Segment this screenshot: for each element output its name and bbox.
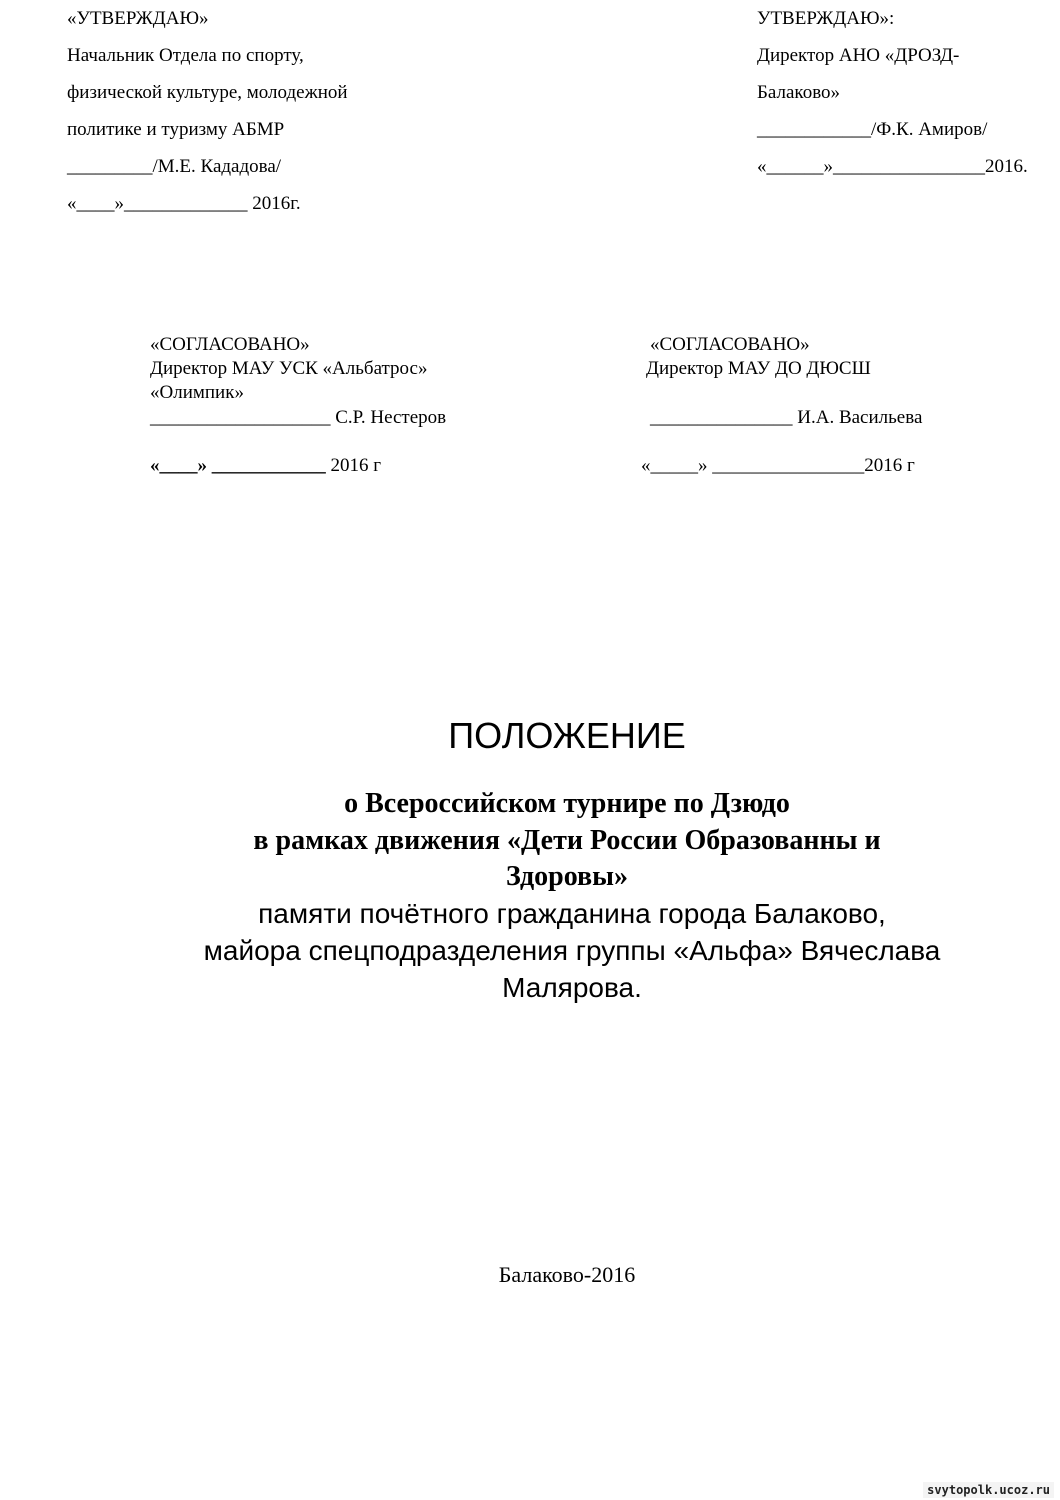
site-watermark: svytopolk.ucoz.ru (923, 1482, 1054, 1498)
approval-left-position-line1: Начальник Отдела по спорту, (67, 45, 304, 66)
document-memorial-line2: майора спецподразделения группы «Альфа» Вячеслава (203, 935, 941, 966)
document-title: ПОЛОЖЕНИЕ (448, 715, 686, 756)
approval-left-heading: «УТВЕРЖДАЮ» (67, 8, 209, 29)
agreement-right-signature: _______________ И.А. Васильева (650, 407, 923, 428)
agreement-left-date-year: 2016 г (325, 455, 382, 476)
document-subject-line3: Здоровы» (505, 861, 629, 892)
approval-left-signature: _________/М.Е. Кададова/ (67, 156, 282, 177)
approval-left-position-line2: физической культуре, молодежной (67, 82, 348, 103)
approval-right-position-line2: Балаково» (757, 82, 841, 103)
agreement-left-position-line2: «Олимпик» (150, 382, 244, 403)
agreement-left-date (150, 455, 381, 477)
agreement-right-date: «_____» ________________2016 г (641, 455, 915, 476)
document-place-year: Балаково-2016 (498, 1262, 636, 1287)
approval-left-position-line3: политике и туризму АБМР (67, 119, 285, 140)
agreement-left-date-blank: ____ (159, 455, 198, 476)
approval-right-date: «______»________________2016. (757, 156, 1028, 177)
approval-right-signature: ____________/Ф.К. Амиров/ (757, 119, 988, 140)
document-memorial-line1: памяти почётного гражданина города Балаково, (258, 898, 886, 929)
agreement-right-position-line1: Директор МАУ ДО ДЮСШ (646, 358, 871, 379)
agreement-left-signature: ___________________ С.Р. Нестеров (150, 407, 447, 428)
agreement-right-heading: «СОГЛАСОВАНО» (650, 334, 810, 355)
approval-right-position-line1: Директор АНО «ДРОЗД- (757, 45, 960, 66)
agreement-left-position-line1: Директор МАУ УСК «Альбатрос» (150, 358, 428, 379)
document-subject-line2: в рамках движения «Дети России Образованны и (253, 825, 881, 856)
approval-left-date: «____»_____________ 2016г. (67, 193, 301, 214)
document-subject-line1: о Всероссийском турнире по Дзюдо (344, 788, 790, 819)
agreement-left-date-close: » (197, 455, 207, 476)
document-memorial-line3: Малярова. (502, 972, 642, 1003)
agreement-left-date-line: ____________ (207, 455, 326, 476)
approval-right-heading: УТВЕРЖДАЮ»: (757, 8, 895, 29)
agreement-left-date-open: « (150, 455, 160, 476)
agreement-left-heading: «СОГЛАСОВАНО» (150, 334, 310, 355)
